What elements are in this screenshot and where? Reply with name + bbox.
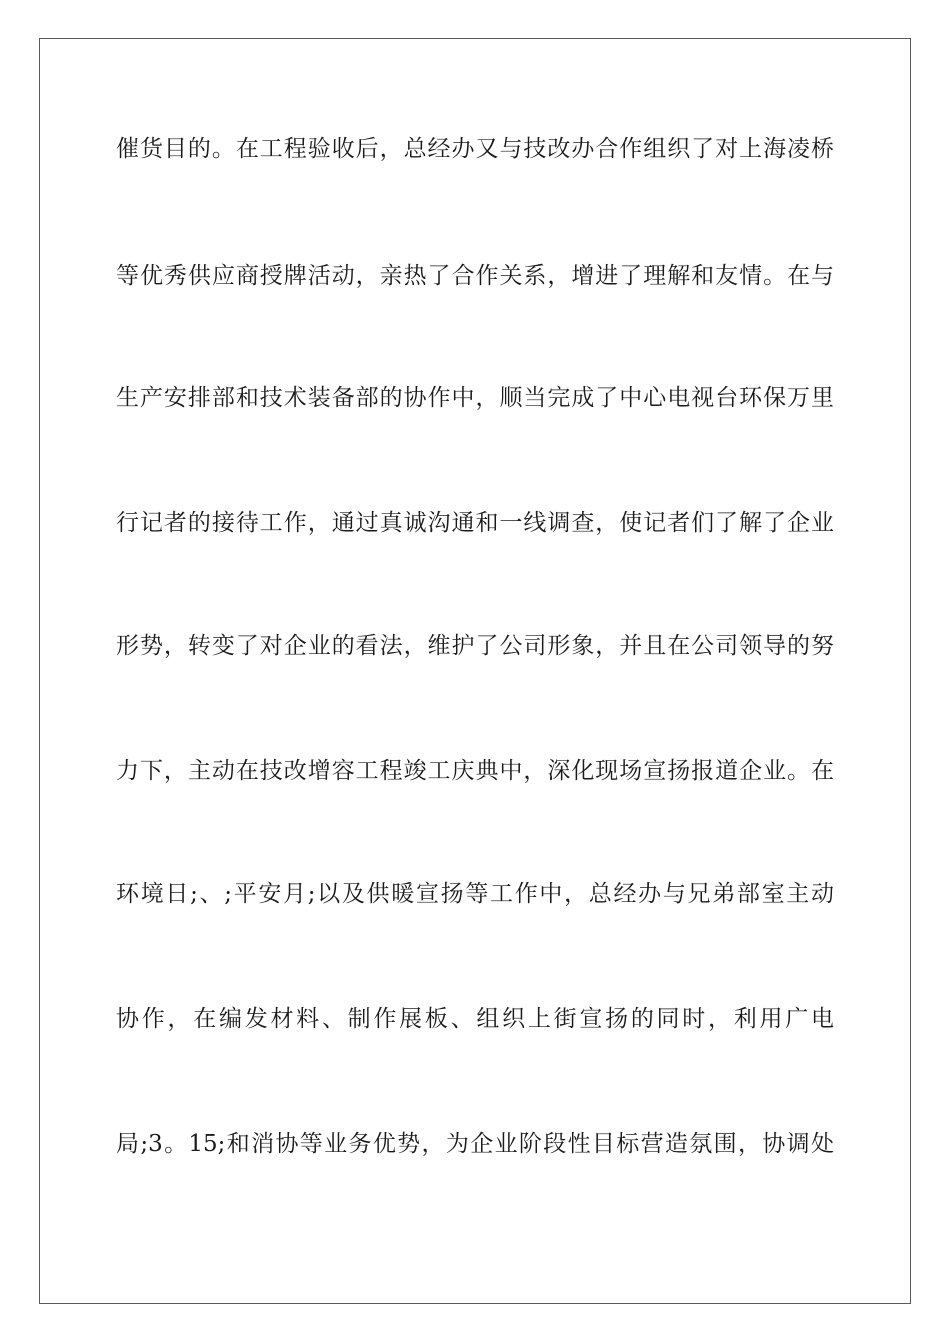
paragraph-line-2: 等优秀供应商授牌活动，亲热了合作关系，增进了理解和友情。在与 (116, 263, 834, 289)
paragraph-line-3: 生产安排部和技术装备部的协作中，顺当完成了中心电视台环保万里 (116, 385, 834, 411)
paragraph-line-4: 行记者的接待工作，通过真诚沟通和一线调查，使记者们了解了企业 (116, 510, 834, 536)
paragraph-line-8: 协作，在编发材料、制作展板、组织上街宣扬的同时，利用广电 (116, 1006, 834, 1032)
paragraph-line-7: 环境日;、;平安月;以及供暖宣扬等工作中，总经办与兄弟部室主动 (116, 881, 834, 907)
page-frame (39, 38, 911, 1304)
paragraph-line-6: 力下，主动在技改增容工程竣工庆典中，深化现场宣扬报道企业。在 (116, 758, 834, 784)
paragraph-line-9: 局;3。15;和消协等业务优势，为企业阶段性目标营造氛围，协调处 (116, 1131, 834, 1157)
paragraph-line-1: 催货目的。在工程验收后，总经办又与技改办合作组织了对上海凌桥 (116, 136, 834, 162)
paragraph-line-5: 形势，转变了对企业的看法，维护了公司形象，并且在公司领导的努 (116, 633, 834, 659)
